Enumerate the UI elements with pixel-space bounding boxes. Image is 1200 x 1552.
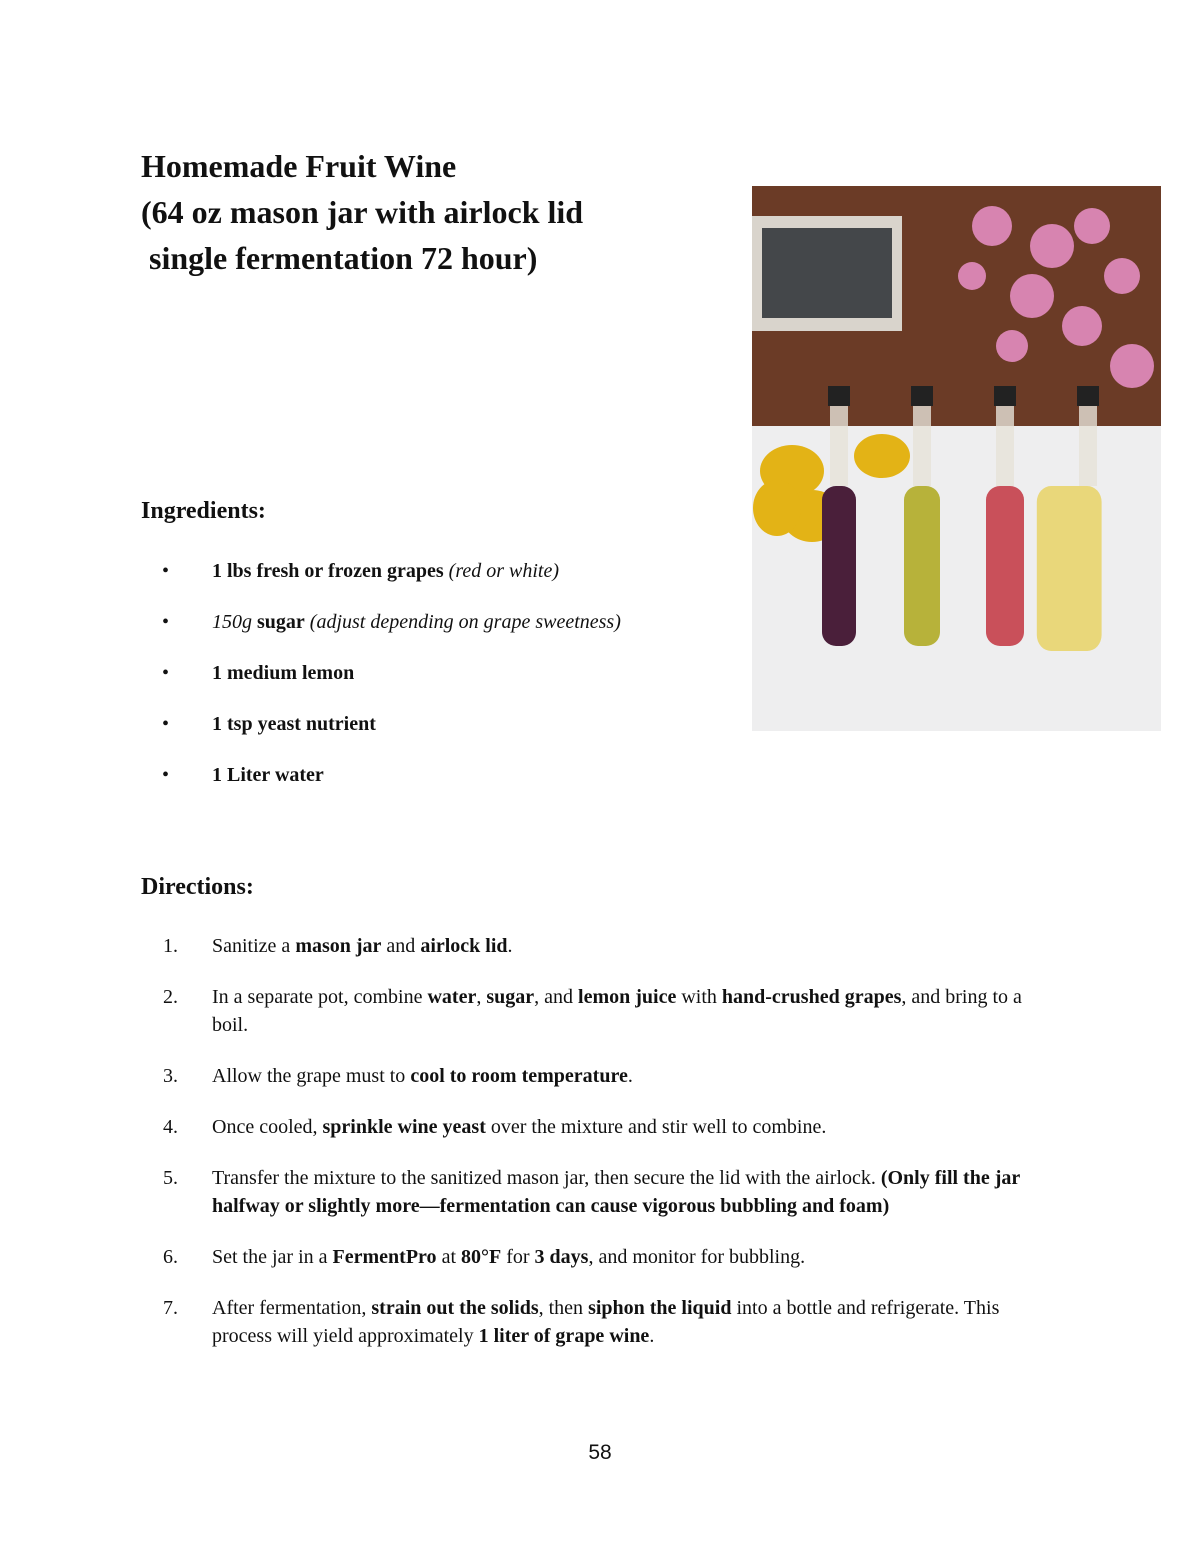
text: and [381, 935, 421, 957]
ingredient-text [212, 606, 621, 638]
text: After fermentation, [212, 1297, 372, 1319]
bold-text: airlock lid [420, 935, 508, 957]
bullet-icon: • [162, 764, 170, 786]
italic-text: (red or white) [448, 560, 560, 582]
bullet-icon: • [162, 662, 170, 684]
bold-text: siphon the liquid [588, 1297, 732, 1319]
bullet-icon: • [162, 611, 170, 633]
bold-text: 3 days [534, 1246, 589, 1268]
text: with [676, 986, 722, 1008]
step-text [212, 1113, 1062, 1141]
text: , and bring to a boil. [212, 986, 1022, 1036]
step-text [212, 932, 1062, 960]
text: over the mixture and stir well to combine. [485, 1116, 827, 1138]
step-number: 7. [163, 1297, 178, 1319]
directions-list [0, 932, 1062, 1373]
direction-step [0, 1243, 1062, 1271]
text: In a separate pot, combine [212, 986, 428, 1008]
ingredient-text [212, 555, 559, 587]
direction-step [0, 932, 1062, 960]
text: Allow the grape must to [212, 1065, 411, 1087]
bold-text: mason jar [295, 935, 382, 957]
bold-text: 1 medium lemon [212, 662, 355, 684]
bold-text: 80°F [461, 1246, 502, 1268]
text: . [649, 1325, 655, 1347]
bold-text: (Only fill the jar halfway or slightly more—fermentation can cause vigorous bubbling and foam) [212, 1167, 1020, 1217]
text: Set the jar in a [212, 1246, 333, 1268]
step-text [212, 1294, 1062, 1350]
bold-text: lemon juice [578, 986, 677, 1008]
text: Transfer the mixture to the sanitized mason jar, then secure the lid with the airlock. [212, 1167, 881, 1189]
bullet-icon: • [162, 713, 170, 735]
bold-text: strain out the solids [371, 1297, 539, 1319]
bold-text: 1 tsp yeast nutrient [212, 713, 376, 735]
text: at [436, 1246, 461, 1268]
step-number: 3. [163, 1065, 178, 1087]
step-number: 4. [163, 1116, 178, 1138]
title-line: Homemade Fruit Wine [141, 148, 457, 184]
direction-step [0, 983, 1062, 1039]
text: , and [534, 986, 579, 1008]
bold-text: 1 liter of grape wine [478, 1325, 650, 1347]
title-line: (64 oz mason jar with airlock lid [141, 194, 584, 230]
step-text [212, 1062, 1062, 1090]
step-number: 5. [163, 1167, 178, 1189]
bold-text: cool to room temperature [410, 1065, 628, 1087]
step-text [212, 983, 1062, 1039]
bold-text: sugar [486, 986, 535, 1008]
ingredient-text [212, 708, 376, 740]
text: Sanitize a [212, 935, 296, 957]
step-number: 1. [163, 935, 178, 957]
text: . [507, 935, 513, 957]
step-text [212, 1243, 1062, 1271]
bold-text: hand-crushed grapes [721, 986, 902, 1008]
direction-step [0, 1294, 1062, 1350]
wine-bottles-photo [752, 186, 1161, 731]
bullet-icon: • [162, 560, 170, 582]
direction-step [0, 1164, 1062, 1220]
text: into a bottle and refrigerate. This process will yield approximately [212, 1297, 1000, 1347]
italic-text: 150g [212, 611, 252, 633]
bold-text: FermentPro [332, 1246, 437, 1268]
text: , [476, 986, 487, 1008]
bold-text: 1 lbs fresh or frozen grapes [212, 560, 444, 582]
direction-step [0, 1113, 1062, 1141]
ingredient-text [212, 657, 354, 689]
title-line: single fermentation 72 hour) [141, 240, 538, 276]
text: for [501, 1246, 535, 1268]
directions-heading: Directions: [141, 874, 254, 900]
text: , and monitor for bubbling. [588, 1246, 806, 1268]
page-title [141, 143, 583, 281]
ingredients-heading: Ingredients: [141, 498, 266, 524]
italic-text: (adjust depending on grape sweetness) [309, 611, 621, 633]
direction-step [0, 1062, 1062, 1090]
ingredient-text [212, 759, 324, 791]
bold-text: 1 Liter water [212, 764, 324, 786]
text: Once cooled, [212, 1116, 323, 1138]
text: . [627, 1065, 633, 1087]
step-text [212, 1164, 1062, 1220]
page-number: 58 [588, 1441, 612, 1464]
step-number: 6. [163, 1246, 178, 1268]
bold-text: water [427, 986, 477, 1008]
text: , then [538, 1297, 589, 1319]
step-number: 2. [163, 986, 178, 1008]
bold-text: sprinkle wine yeast [322, 1116, 486, 1138]
bold-text: sugar [257, 611, 305, 633]
